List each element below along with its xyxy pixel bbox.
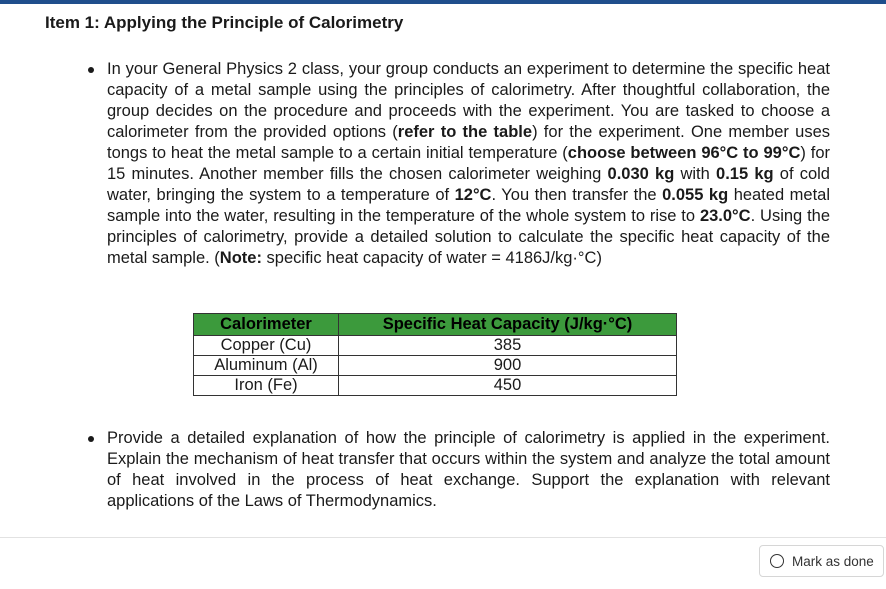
mark-as-done-label: Mark as done [792,553,874,569]
table-cell-material: Copper (Cu) [194,336,339,356]
paragraph-text: specific heat capacity of water = 4186J/kg·°C) [261,249,602,267]
page-title: Item 1: Applying the Principle of Calorimetry [45,13,404,32]
bullet-icon [88,67,94,73]
table-cell-value: 385 [339,336,677,356]
paragraph-emphasis: 23.0°C [699,207,751,225]
calorimeter-table [193,313,677,396]
paragraph-text: . You then transfer the [491,186,663,204]
paragraph-emphasis: 12°C [454,186,492,204]
paragraph-text: of cold water, bringing the system to a temperature of [107,165,830,204]
bullet-icon [88,436,94,442]
paragraph-emphasis: refer to the table [397,123,533,141]
table-row [194,336,677,356]
paragraph-text: with [674,165,717,183]
table-row [194,356,677,376]
paragraph-emphasis: 0.030 kg [607,165,675,183]
table-row [194,376,677,396]
table-cell-value: 900 [339,356,677,376]
table-cell-material: Iron (Fe) [194,376,339,396]
paragraph-emphasis: Note: [219,249,262,267]
question-paragraph [107,59,830,269]
paragraph-text: heated metal sample into the water, resulting in the temperature of the whole system to rise to [107,186,831,225]
paragraph-text: In your General Physics 2 class, your group conducts an experiment to determine the specific heat capacity of a metal sample using the principles of calorimetry. After thoughtful collaboration, the group decides on the procedure and proceeds with the experiment. You are tasked to choose a calorimeter from the provided options ( [107,60,830,141]
paragraph-text: ) for 15 minutes. Another member fills the chosen calorimeter weighing [107,144,830,183]
paragraph-emphasis: choose between 96°C to 99°C [567,144,801,162]
paragraph-emphasis: 0.15 kg [716,165,774,183]
paragraph-emphasis: 0.055 kg [662,186,729,204]
table-cell-material: Aluminum (Al) [194,356,339,376]
table-cell-value: 450 [339,376,677,396]
explanation-paragraph: Provide a detailed explanation of how the principle of calorimetry is applied in the experiment. Explain the mechanism of heat transfer that occurs within the system and analyze the total amount of heat involved in the process of heat exchange. Support the explanation with relevant applications of the Laws of Thermodynamics. [107,429,830,510]
column-header-calorimeter: Calorimeter [194,314,339,336]
table-header-row [194,314,677,336]
mark-as-done-button[interactable] [759,545,884,577]
paragraph-text: ) for the experiment. One member uses tongs to heat the metal sample to a certain initial temperature ( [107,123,830,162]
column-header-specific-heat: Specific Heat Capacity (J/kg·°C) [339,314,677,336]
circle-icon [770,554,784,568]
paragraph-text: . Using the principles of calorimetry, provide a detailed solution to calculate the specific heat capacity of the metal sample. ( [107,207,831,267]
top-accent-bar [0,0,886,4]
footer-divider [0,537,886,538]
